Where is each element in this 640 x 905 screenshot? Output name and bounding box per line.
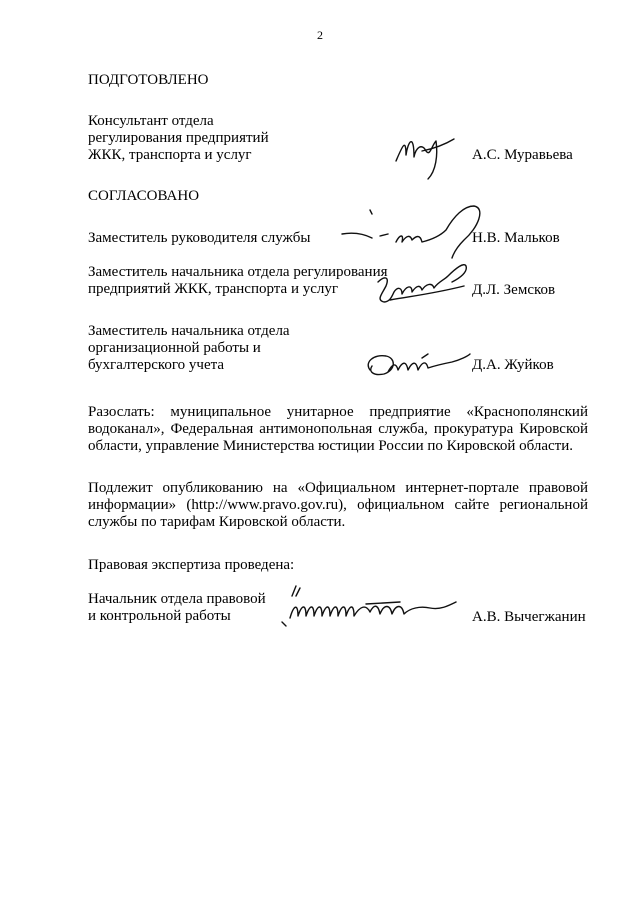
position-line: Заместитель руководителя службы <box>88 230 311 246</box>
legal-review-position <box>88 591 266 625</box>
prepared-heading: ПОДГОТОВЛЕНО <box>88 72 209 88</box>
legal-review-name: А.В. Вычегжанин <box>472 609 586 625</box>
signer-malkov-name: Н.В. Мальков <box>472 230 560 246</box>
position-line: Заместитель начальника отдела регулирования <box>88 264 388 280</box>
distribution-paragraph: Разослать: муниципальное унитарное предприятие «Краснополянский водоканал», Федеральная антимонопольная служба, прокуратура Кировской области, управление Министерства юстиции России по Кировской области. <box>88 404 588 454</box>
position-line: и контрольной работы <box>88 608 231 624</box>
position-line: регулирования предприятий <box>88 130 269 146</box>
signature-muravyeva <box>392 127 462 185</box>
prepared-name: А.С. Муравьева <box>472 147 573 163</box>
signer-zhuykov-name: Д.А. Жуйков <box>472 357 554 373</box>
position-line: Заместитель начальника отдела <box>88 323 290 339</box>
position-line: Начальник отдела правовой <box>88 591 266 607</box>
signer-zemskov-name: Д.Л. Земсков <box>472 282 556 298</box>
page-number: 2 <box>317 28 323 42</box>
position-line: Консультант отдела <box>88 113 214 129</box>
signature-vychegzhanin <box>270 582 460 632</box>
signer-zemskov-position <box>88 264 388 298</box>
signer-zhuykov-position <box>88 323 290 374</box>
position-line: бухгалтерского учета <box>88 357 225 373</box>
prepared-position <box>88 113 269 164</box>
legal-review-heading: Правовая экспертиза проведена: <box>88 557 295 573</box>
agreed-heading: СОГЛАСОВАНО <box>88 188 200 204</box>
position-line: предприятий ЖКК, транспорта и услуг <box>88 281 339 297</box>
position-line: ЖКК, транспорта и услуг <box>88 147 252 163</box>
signature-malkov <box>340 200 490 262</box>
signature-zhuykov <box>362 344 474 384</box>
signature-zemskov <box>372 256 472 308</box>
publication-paragraph: Подлежит опубликованию на «Официальном интернет-портале правовой информации» (http://www.pravo.gov.ru), официальном сайте региональной службы по тарифам Кировской области. <box>88 480 588 530</box>
signer-malkov-position <box>88 230 310 247</box>
position-line: организационной работы и <box>88 340 261 356</box>
